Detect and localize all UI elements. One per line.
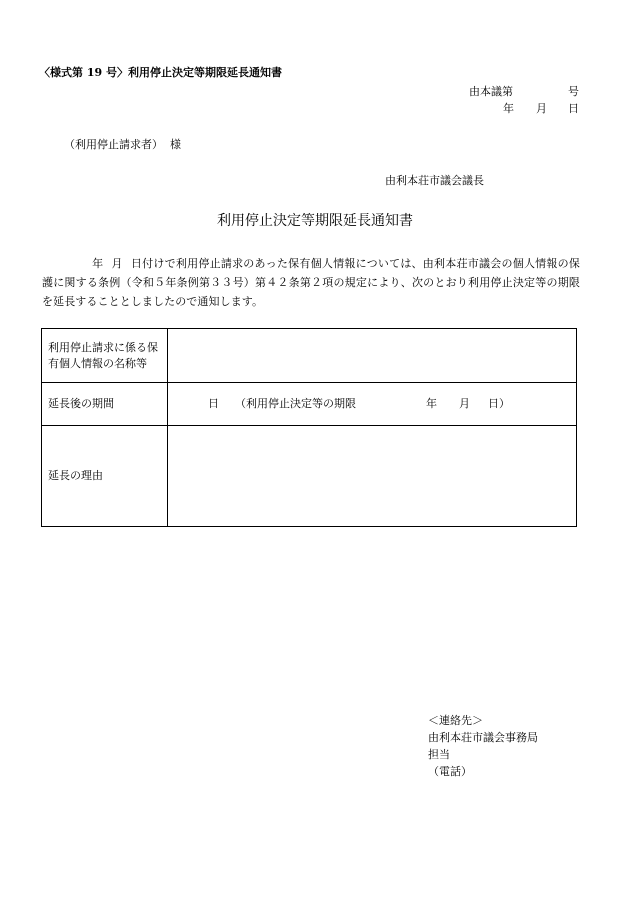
date-month: 月 [536, 102, 547, 115]
body-text: 日付けで利用停止請求のあった保有個人情報については、由利本荘市議会の個人情報の保護に関する条例（令和５年条例第３３号）第４２条第２項の規定により、次のとおり利用停止決定等の期限を延長することとしましたので通知します。 [42, 257, 581, 308]
document-number-suffix: 号 [568, 85, 579, 98]
extension-period-value [168, 383, 577, 426]
date-day: 日 [568, 102, 579, 115]
extension-reason-label: 延長の理由 [42, 426, 168, 527]
body-paragraph [42, 254, 580, 311]
table-row [42, 426, 577, 527]
extension-period-label: 延長後の期間 [42, 383, 168, 426]
contact-block [428, 712, 538, 780]
document-title: 利用停止決定等期限延長通知書 [217, 213, 413, 229]
table-row [42, 329, 577, 383]
table-row [42, 383, 577, 426]
recipient-honorific: 様 [170, 138, 181, 151]
contact-phone: （電話） [428, 765, 472, 778]
sender: 由利本荘市議会議長 [385, 174, 484, 187]
deadline-day: 日） [488, 397, 510, 410]
contact-heading: ＜連絡先＞ [428, 714, 483, 727]
document-number-prefix: 由本議第 [469, 85, 513, 98]
info-name-label: 利用停止請求に係る保有個人情報の名称等 [42, 329, 168, 383]
deadline-year: 年 [426, 397, 437, 410]
deadline-month: 月 [459, 397, 470, 410]
date-year: 年 [503, 102, 514, 115]
body-month: 月 [111, 257, 123, 270]
form-number: 〈様式第 19 号〉利用停止決定等期限延長通知書 [39, 66, 282, 79]
contact-person: 担当 [428, 748, 450, 761]
deadline-prefix: （利用停止決定等の期限 [235, 397, 356, 410]
info-name-value [168, 329, 577, 383]
info-table [41, 328, 577, 527]
extension-reason-value [168, 426, 577, 527]
contact-office: 由利本荘市議会事務局 [428, 731, 538, 744]
period-day: 日 [208, 397, 219, 410]
recipient: （利用停止請求者） [64, 138, 163, 151]
body-year: 年 [92, 257, 104, 270]
